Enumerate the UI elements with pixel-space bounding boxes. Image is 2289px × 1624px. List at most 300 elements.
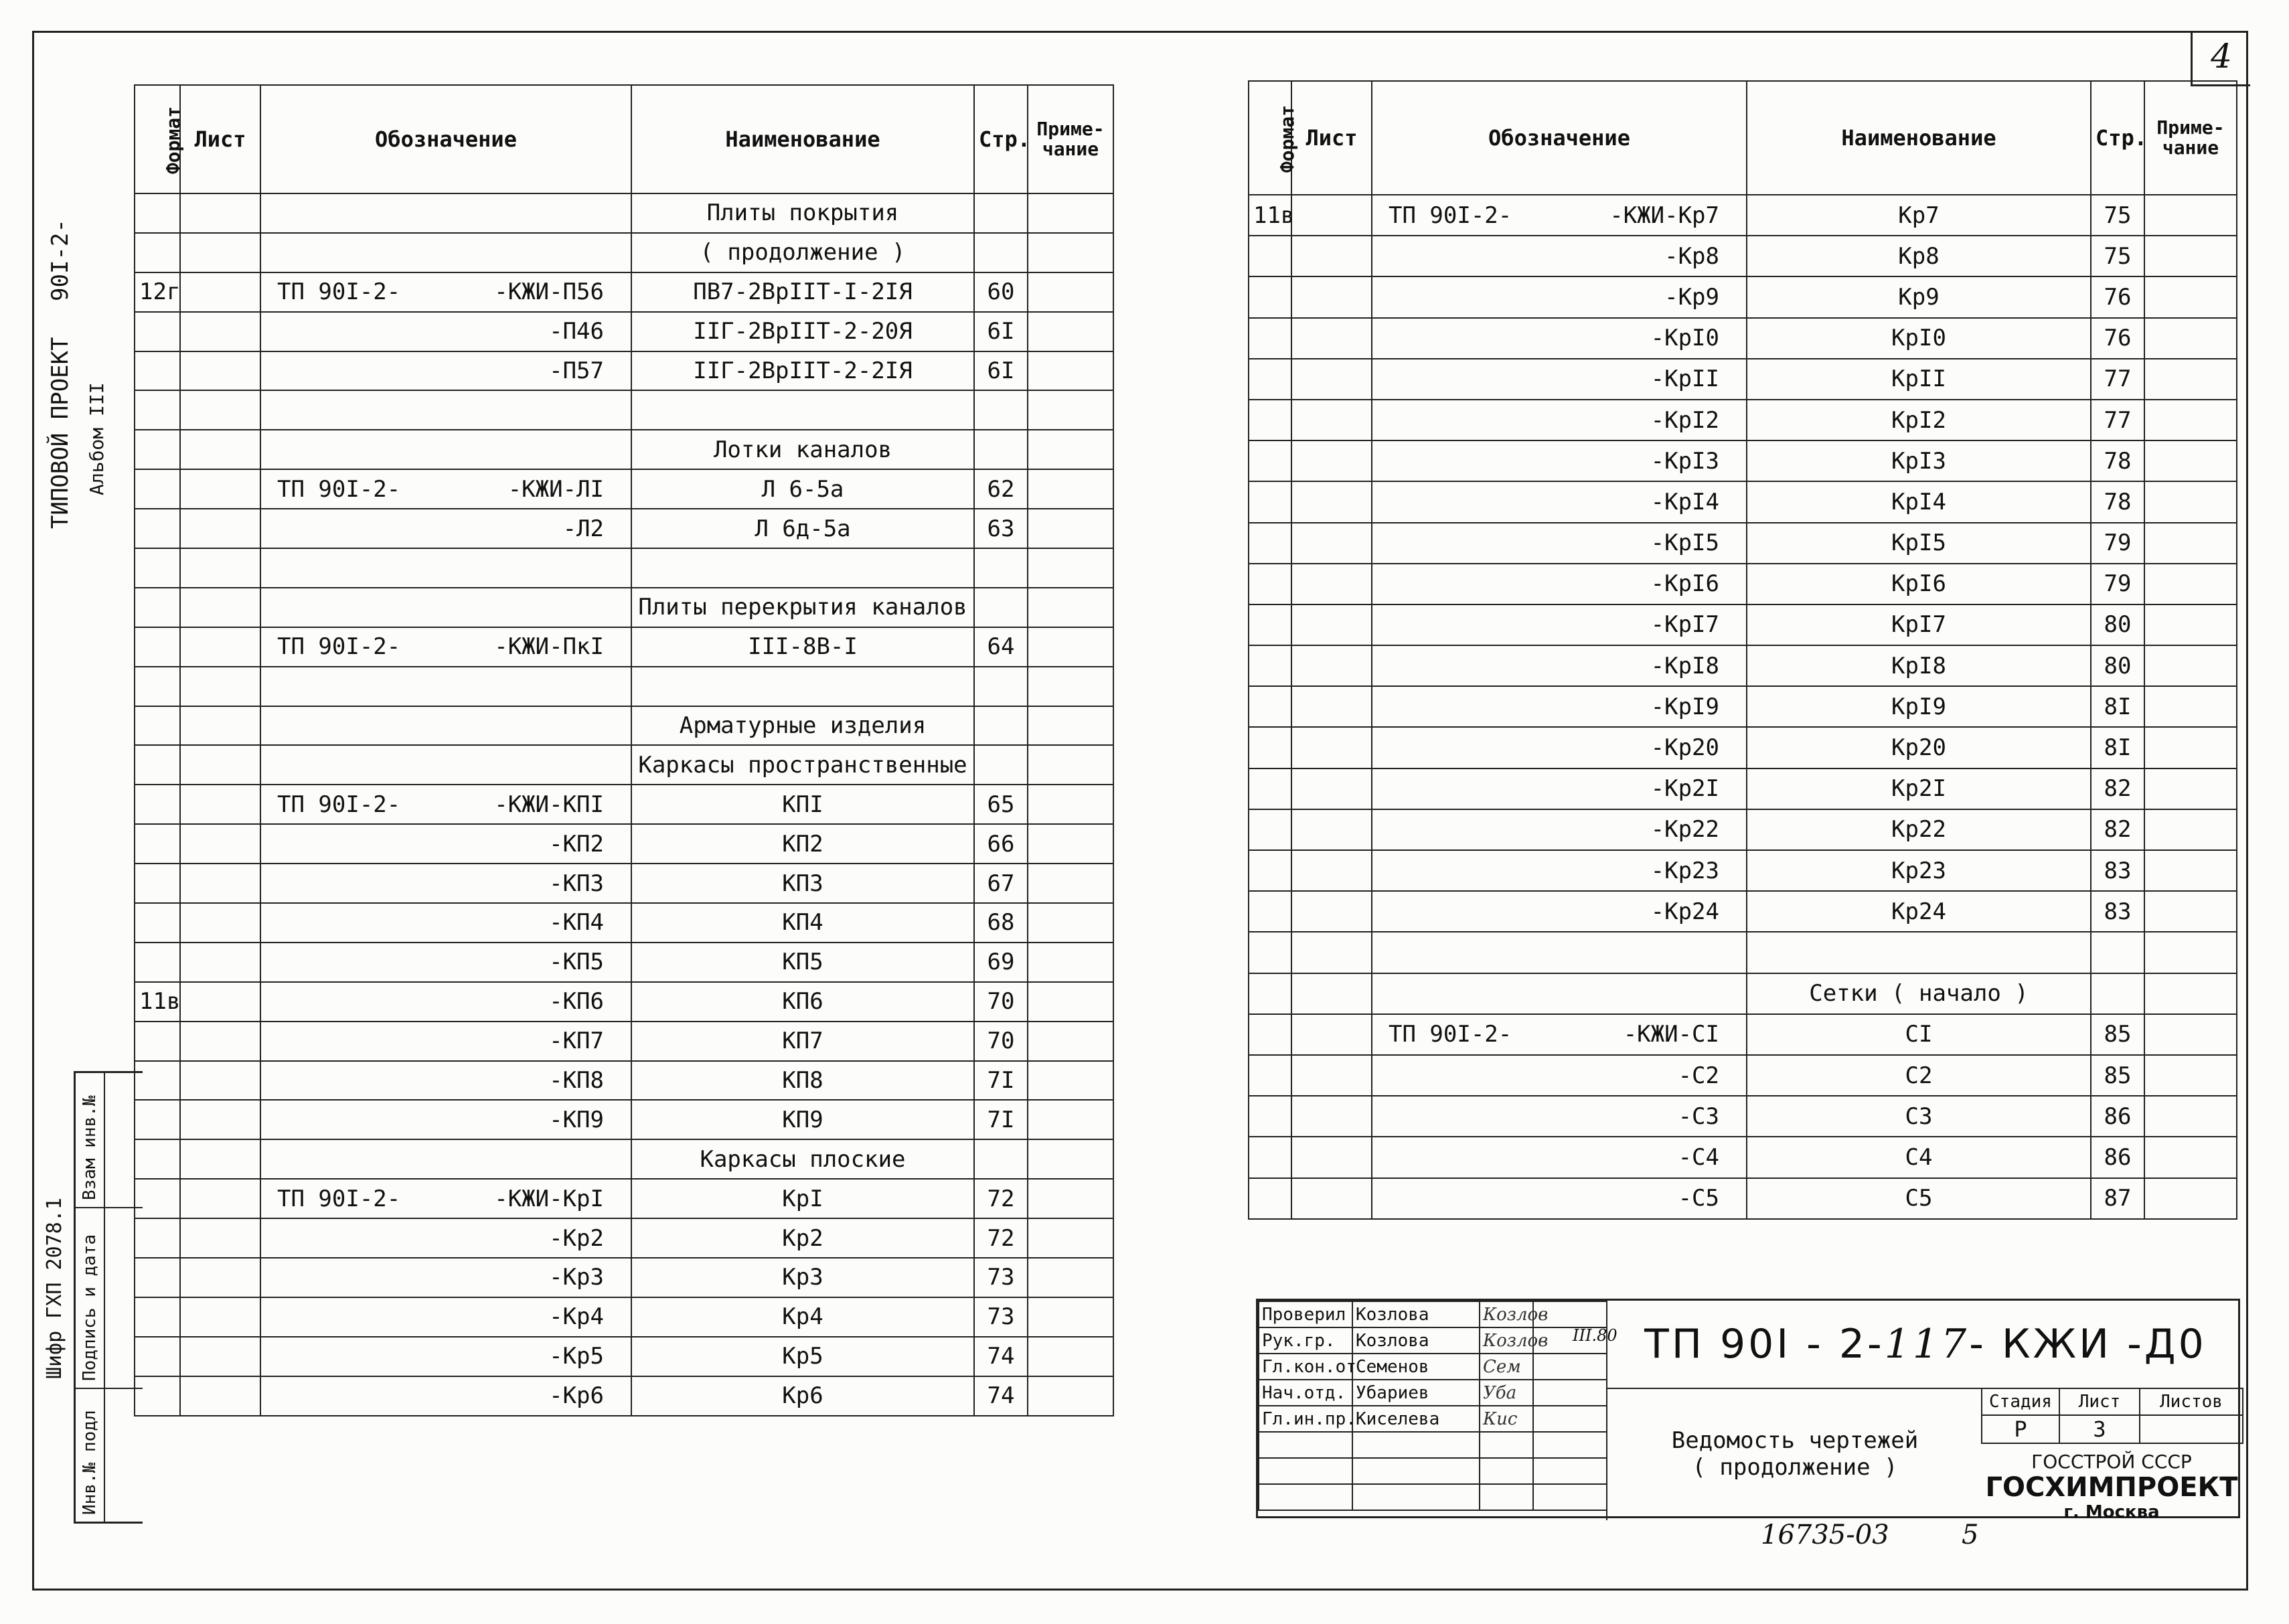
designation-prefix: ТП 90I-2- (277, 475, 401, 503)
designation-cell (260, 627, 631, 667)
table-row (135, 351, 1113, 391)
date-cell (1533, 1406, 1607, 1432)
designation-cell (260, 430, 631, 469)
table-row (1249, 1055, 2237, 1096)
page-cell (974, 548, 1028, 588)
designation-code: -КрI5 (1650, 530, 1719, 557)
designation-code: -КП4 (549, 909, 604, 937)
designation-cell (1372, 973, 1747, 1014)
page-cell: 75 (2091, 195, 2144, 236)
designation-cell (1372, 727, 1747, 768)
note-cell (2144, 932, 2237, 973)
sheet-title-line2: ( продолжение ) (1692, 1454, 1898, 1481)
format-cell (135, 864, 180, 903)
sheet-cell (180, 864, 260, 903)
sheet-cell (180, 1218, 260, 1258)
format-cell (135, 706, 180, 746)
designation-cell (260, 706, 631, 746)
role-cell: Рук.гр. (1259, 1327, 1352, 1354)
designation-cell (260, 785, 631, 824)
org-institute: ГОСХИМПРОЕКТ (1985, 1472, 2238, 1503)
name-cell: Киселева (1352, 1406, 1480, 1432)
name-cell: Семенов (1352, 1354, 1480, 1380)
signature-row (1259, 1380, 1607, 1406)
page-cell (974, 706, 1028, 746)
role-cell: Гл.кон.от (1259, 1354, 1352, 1380)
format-cell (1249, 645, 1291, 686)
page-cell (2091, 973, 2144, 1014)
designation-code: -КЖИ-СI (1623, 1021, 1719, 1048)
table-row (135, 430, 1113, 469)
table-row (135, 272, 1113, 312)
format-cell (1249, 318, 1291, 359)
note-cell (1028, 982, 1113, 1022)
page-cell: 80 (2091, 645, 2144, 686)
name-cell: ( продолжение ) (631, 233, 974, 272)
empty-cell (1533, 1432, 1607, 1458)
name-cell: Кр3 (631, 1258, 974, 1297)
sheet-cell (180, 706, 260, 746)
table-row (135, 824, 1113, 864)
format-cell (135, 943, 180, 982)
note-cell (1028, 1337, 1113, 1376)
table-row (1249, 891, 2237, 932)
note-cell (2144, 236, 2237, 276)
signature-cell: Кис (1480, 1406, 1533, 1432)
table-row (1249, 276, 2237, 317)
page-cell: 82 (2091, 809, 2144, 850)
designation-code: -КрI3 (1650, 447, 1719, 475)
format-cell (135, 1100, 180, 1139)
designation-cell (260, 1139, 631, 1179)
table-row (1249, 236, 2237, 276)
page-cell: 77 (2091, 400, 2144, 440)
table-row (135, 1022, 1113, 1061)
name-cell: Плиты перекрытия каналов (631, 588, 974, 627)
sheet-cell (1291, 359, 1372, 400)
note-cell (1028, 193, 1113, 233)
designation-cell (260, 548, 631, 588)
name-cell: КП7 (631, 1022, 974, 1061)
designation-cell (260, 1376, 631, 1416)
designation-code: -КЖИ-П56 (494, 278, 604, 306)
page-cell: 78 (2091, 440, 2144, 481)
sheet-cell (1291, 1055, 1372, 1096)
designation-code: -Кр8 (1664, 242, 1719, 270)
designation-cell (1372, 1014, 1747, 1055)
page-cell: 79 (2091, 564, 2144, 604)
table-row (1249, 1178, 2237, 1219)
sheet-label: Лист (2059, 1388, 2140, 1415)
date-mark: III.80 (1573, 1326, 1617, 1345)
header-note: Приме- чание (2144, 81, 2237, 195)
document-code: ТП 90I - 2-117- КЖИ -Д0 (1606, 1301, 2243, 1389)
page-cell: 85 (2091, 1055, 2144, 1096)
format-cell (135, 1139, 180, 1179)
table-row (1249, 1137, 2237, 1178)
designation-cell (260, 745, 631, 785)
note-cell (1028, 588, 1113, 627)
empty-cell (1352, 1458, 1480, 1484)
table-row (135, 1179, 1113, 1218)
designation-cell (260, 1218, 631, 1258)
table-row (1249, 973, 2237, 1014)
name-cell: С5 (1747, 1178, 2091, 1219)
sheet-cell (180, 193, 260, 233)
designation-code: -Кр9 (1664, 283, 1719, 311)
format-cell (1249, 1096, 1291, 1137)
format-cell (135, 351, 180, 391)
header-designation: Обозначение (1372, 81, 1747, 195)
sheet-cell (180, 1022, 260, 1061)
designation-code: -КЖИ-ЛI (507, 475, 604, 503)
name-cell: Кр5 (631, 1337, 974, 1376)
table-row (135, 1376, 1113, 1416)
signatures-table (1258, 1301, 1607, 1511)
signature-row-empty (1259, 1484, 1607, 1510)
page-cell (974, 1139, 1028, 1179)
note-cell (1028, 903, 1113, 943)
note-cell (2144, 1014, 2237, 1055)
sheet-cell (180, 390, 260, 430)
side-album-label: Альбом III (86, 382, 108, 495)
name-cell (631, 548, 974, 588)
format-cell (1249, 1178, 1291, 1219)
note-cell (1028, 1179, 1113, 1218)
date-cell (1533, 1354, 1607, 1380)
note-cell (2144, 727, 2237, 768)
signature-cell: Козлов (1480, 1327, 1533, 1354)
sheet-cell (1291, 645, 1372, 686)
note-cell (1028, 1258, 1113, 1297)
designation-cell (1372, 768, 1747, 809)
designation-cell (260, 1100, 631, 1139)
table-row (135, 548, 1113, 588)
note-cell (2144, 809, 2237, 850)
designation-cell (260, 193, 631, 233)
sheet-cell (180, 351, 260, 391)
name-cell: КП8 (631, 1061, 974, 1101)
designation-code: -КЖИ-КПI (494, 791, 604, 818)
page-cell: 77 (2091, 359, 2144, 400)
format-cell (135, 193, 180, 233)
table-row (135, 982, 1113, 1022)
side-project-number: 90I-2- (47, 219, 74, 301)
designation-code: -КП7 (549, 1028, 604, 1055)
table-row (135, 1100, 1113, 1139)
designation-cell (1372, 1055, 1747, 1096)
page-cell: 72 (974, 1179, 1028, 1218)
designation-cell (1372, 523, 1747, 564)
designation-code: -Кр3 (549, 1264, 604, 1291)
format-cell (135, 390, 180, 430)
table-row (135, 1218, 1113, 1258)
format-cell (1249, 932, 1291, 973)
header-name: Наименование (631, 85, 974, 193)
note-cell (1028, 1297, 1113, 1337)
name-cell: Каркасы плоские (631, 1139, 974, 1179)
sheet-cell (180, 1179, 260, 1218)
header-page: Стр. (2091, 81, 2144, 195)
designation-cell (260, 233, 631, 272)
side-project-label: ТИПОВОЙ ПРОЕКТ (47, 337, 74, 529)
date-cell (1533, 1380, 1607, 1406)
designation-cell (260, 390, 631, 430)
stamp-replace-inv: Взам инв.№ (80, 1095, 100, 1200)
sheet-cell (1291, 236, 1372, 276)
signature-row (1259, 1327, 1607, 1354)
name-cell: Кр2 (631, 1218, 974, 1258)
format-cell (1249, 604, 1291, 645)
sheet-cell (1291, 604, 1372, 645)
sheets-label: Листов (2140, 1388, 2243, 1415)
page-cell: 83 (2091, 850, 2144, 891)
designation-code: -Кр23 (1650, 857, 1719, 884)
header-note: Приме- чание (1028, 85, 1113, 193)
note-cell (2144, 195, 2237, 236)
empty-cell (1352, 1484, 1480, 1510)
page-cell: 75 (2091, 236, 2144, 276)
name-cell: Плиты покрытия (631, 193, 974, 233)
signature-row (1259, 1301, 1607, 1327)
signature-row (1259, 1406, 1607, 1432)
table-row (1249, 1096, 2237, 1137)
format-cell (1249, 891, 1291, 932)
page-cell: 73 (974, 1297, 1028, 1337)
page-cell: 68 (974, 903, 1028, 943)
designation-code: -КрI2 (1650, 406, 1719, 434)
designation-code: -С3 (1678, 1103, 1719, 1130)
designation-cell (260, 824, 631, 864)
sheet-cell (1291, 440, 1372, 481)
sheet-value: 3 (2059, 1415, 2140, 1443)
note-cell (1028, 548, 1113, 588)
sheet-cell (1291, 564, 1372, 604)
page-cell (974, 430, 1028, 469)
name-cell: КрI3 (1747, 440, 2091, 481)
sheet-cell (1291, 195, 1372, 236)
page-cell (974, 193, 1028, 233)
format-cell (135, 1061, 180, 1101)
designation-code: -Кр4 (549, 1303, 604, 1331)
designation-cell (260, 903, 631, 943)
sheet-cell (1291, 481, 1372, 522)
signature-cell: Уба (1480, 1380, 1533, 1406)
designation-code: -КЖИ-КрI (494, 1185, 604, 1212)
name-cell: Убариев (1352, 1380, 1480, 1406)
designation-prefix: ТП 90I-2- (277, 633, 401, 661)
designation-code: -Кр2 (549, 1224, 604, 1252)
drawings-list-left (134, 84, 1114, 1416)
format-cell (135, 1258, 180, 1297)
name-cell: Кр6 (631, 1376, 974, 1416)
sheet-cell (180, 824, 260, 864)
designation-cell (260, 509, 631, 548)
designation-cell (260, 1297, 631, 1337)
table-row (135, 1297, 1113, 1337)
sheet-cell (1291, 276, 1372, 317)
table-row (135, 706, 1113, 746)
sheet-cell (180, 1297, 260, 1337)
sheet-cell (1291, 973, 1372, 1014)
format-cell (135, 667, 180, 706)
designation-code: -КЖИ-Кр7 (1609, 201, 1719, 229)
sheet-cell (1291, 768, 1372, 809)
designation-cell (1372, 604, 1747, 645)
note-cell (2144, 973, 2237, 1014)
designation-cell (1372, 481, 1747, 522)
note-cell (1028, 667, 1113, 706)
name-cell: КП9 (631, 1100, 974, 1139)
note-cell (1028, 390, 1113, 430)
table-row (135, 469, 1113, 509)
format-cell (135, 509, 180, 548)
note-cell (1028, 706, 1113, 746)
sheet-cell (1291, 891, 1372, 932)
designation-cell (1372, 850, 1747, 891)
stage-label: Стадия (1982, 1388, 2059, 1415)
note-cell (2144, 645, 2237, 686)
name-cell: Кр24 (1747, 891, 2091, 932)
page-number: 4 (2191, 31, 2250, 86)
sheet-cell (180, 509, 260, 548)
format-cell (135, 1179, 180, 1218)
note-cell (2144, 1137, 2237, 1178)
name-cell: Козлова (1352, 1327, 1480, 1354)
table-row (1249, 727, 2237, 768)
designation-code: -КП3 (549, 870, 604, 897)
table-row (135, 509, 1113, 548)
note-cell (2144, 359, 2237, 400)
note-cell (2144, 686, 2237, 727)
designation-cell (260, 864, 631, 903)
note-cell (1028, 1218, 1113, 1258)
sheet-cell (1291, 1137, 1372, 1178)
note-cell (1028, 785, 1113, 824)
table-row (135, 1139, 1113, 1179)
page-cell: 66 (974, 824, 1028, 864)
name-cell: КрI8 (1747, 645, 2091, 686)
designation-cell (260, 312, 631, 351)
page-cell (974, 233, 1028, 272)
table-row (1249, 400, 2237, 440)
page-cell: 65 (974, 785, 1028, 824)
header-format: Формат (1249, 81, 1291, 195)
format-cell (1249, 400, 1291, 440)
page-cell: 74 (974, 1337, 1028, 1376)
note-cell (2144, 768, 2237, 809)
designation-code: -КрI4 (1650, 488, 1719, 515)
sheet-cell (180, 272, 260, 312)
designation-code: -КП6 (549, 988, 604, 1016)
format-cell (135, 1337, 180, 1376)
designation-cell (260, 667, 631, 706)
title-block (1256, 1299, 2240, 1522)
page-cell: 60 (974, 272, 1028, 312)
designation-prefix: ТП 90I-2- (277, 278, 401, 306)
page-cell: 62 (974, 469, 1028, 509)
name-cell: СI (1747, 1014, 2091, 1055)
sheet-title (1606, 1388, 1982, 1520)
note-cell (2144, 523, 2237, 564)
note-cell (2144, 1096, 2237, 1137)
sheet-cell (180, 943, 260, 982)
page-cell: 83 (2091, 891, 2144, 932)
format-cell (1249, 481, 1291, 522)
empty-cell (1352, 1432, 1480, 1458)
table-row (1249, 564, 2237, 604)
note-cell (2144, 891, 2237, 932)
sheet-cell (1291, 400, 1372, 440)
sheet-title-line1: Ведомость чертежей (1671, 1427, 1919, 1454)
header-sheet: Лист (180, 85, 260, 193)
inventory-number: 16735-03 (1761, 1520, 1889, 1550)
name-cell: КрI7 (1747, 604, 2091, 645)
table-row (1249, 440, 2237, 481)
empty-cell (1259, 1432, 1352, 1458)
format-cell (1249, 973, 1291, 1014)
note-cell (1028, 430, 1113, 469)
format-cell (135, 1297, 180, 1337)
designation-cell (1372, 645, 1747, 686)
designation-cell (260, 1258, 631, 1297)
designation-cell (1372, 1178, 1747, 1219)
page-cell: 64 (974, 627, 1028, 667)
sheet-cell (1291, 523, 1372, 564)
note-cell (1028, 864, 1113, 903)
sheet-cell (180, 430, 260, 469)
table-row (1249, 768, 2237, 809)
format-cell (135, 745, 180, 785)
sheet-cell (180, 233, 260, 272)
name-cell: С2 (1747, 1055, 2091, 1096)
sheet-cell (180, 903, 260, 943)
page-cell: 86 (2091, 1137, 2144, 1178)
designation-code: -С5 (1678, 1185, 1719, 1212)
name-cell: Арматурные изделия (631, 706, 974, 746)
page-cell (974, 390, 1028, 430)
name-cell: Кр23 (1747, 850, 2091, 891)
sheet-cell (1291, 727, 1372, 768)
name-cell: IIГ-2ВрIIТ-2-2IЯ (631, 351, 974, 391)
name-cell: III-8В-I (631, 627, 974, 667)
sheet-cell (180, 548, 260, 588)
header-page: Стр. (974, 85, 1028, 193)
copy-number: 5 (1962, 1520, 1979, 1550)
note-cell (1028, 1061, 1113, 1101)
name-cell: С4 (1747, 1137, 2091, 1178)
note-cell (1028, 745, 1113, 785)
designation-code: -КрI0 (1650, 325, 1719, 352)
table-row (1249, 850, 2237, 891)
page-cell: 82 (2091, 768, 2144, 809)
page-cell: 7I (974, 1100, 1028, 1139)
page-cell: 67 (974, 864, 1028, 903)
page-cell: 76 (2091, 276, 2144, 317)
page-cell: 8I (2091, 727, 2144, 768)
format-cell (1249, 236, 1291, 276)
designation-code: -С2 (1678, 1062, 1719, 1089)
signature-row-empty (1259, 1432, 1607, 1458)
table-row (135, 903, 1113, 943)
format-cell (135, 785, 180, 824)
page-cell (974, 667, 1028, 706)
name-cell: КрI5 (1747, 523, 2091, 564)
name-cell: КП5 (631, 943, 974, 982)
sheet-cell (180, 1100, 260, 1139)
sheet-cell (180, 1139, 260, 1179)
designation-cell (1372, 400, 1747, 440)
